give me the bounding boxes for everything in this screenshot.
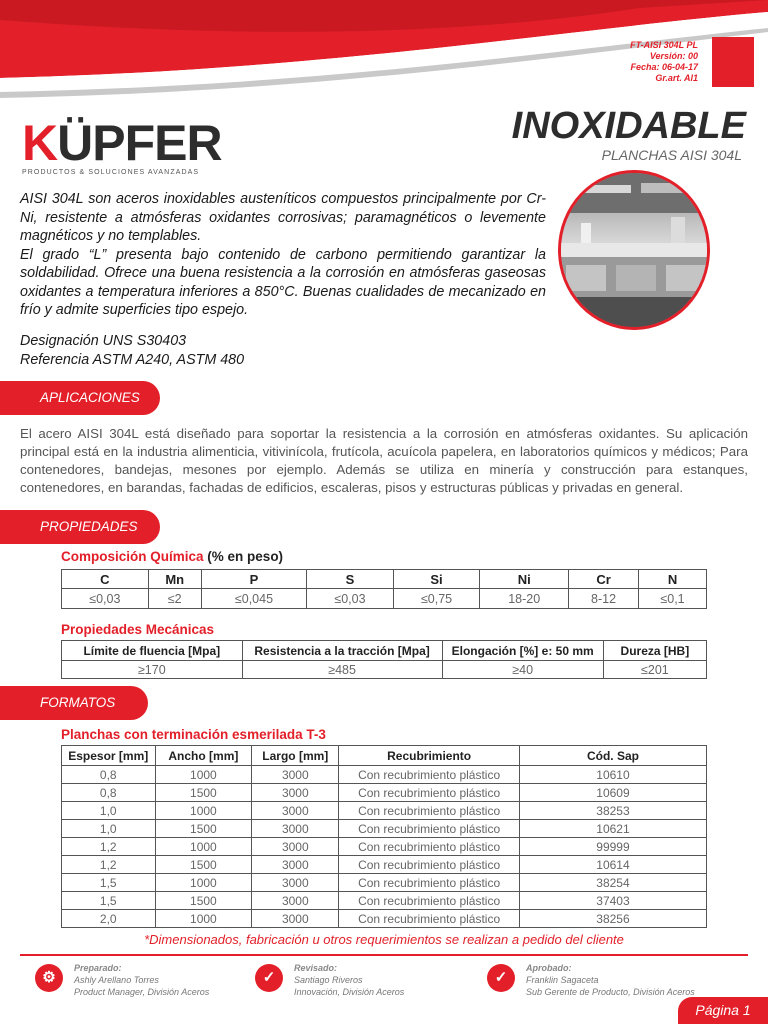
- formats-column-header: Largo [mm]: [252, 746, 339, 766]
- table-cell: 0,8: [62, 784, 156, 802]
- logo-k: K: [22, 115, 58, 171]
- formats-header-row: [62, 746, 707, 766]
- approved-role: Sub Gerente de Producto, División Aceros: [526, 987, 695, 997]
- chemical-element-header: S: [307, 570, 394, 589]
- formats-column-header: Espesor [mm]: [62, 746, 156, 766]
- formats-body: [62, 766, 707, 928]
- prepared-role: Product Manager, División Aceros: [74, 987, 210, 997]
- page-title: INOXIDABLE: [511, 105, 746, 147]
- formats-column-header: Cód. Sap: [519, 746, 706, 766]
- chemical-header-row: [62, 570, 707, 589]
- formats-column-header: Recubrimiento: [339, 746, 520, 766]
- mechanical-property-header: Resistencia a la tracción [Mpa]: [242, 641, 442, 661]
- table-cell: Con recubrimiento plástico: [339, 838, 520, 856]
- table-cell: 3000: [252, 802, 339, 820]
- table-cell: 1500: [155, 820, 252, 838]
- designation: Designación UNS S30403: [20, 333, 187, 349]
- approved-label: Aprobado:: [526, 963, 572, 973]
- approved-name: Franklin Sagaceta: [526, 975, 599, 985]
- gear-icon: ⚙: [35, 964, 63, 992]
- table-cell: 1000: [155, 910, 252, 928]
- reviewed-name: Santiago Riveros: [294, 975, 363, 985]
- mechanical-property-value: ≥40: [442, 661, 603, 679]
- table-cell: 99999: [519, 838, 706, 856]
- logo-tagline: PRODUCTOS & SOLUCIONES AVANZADAS: [22, 169, 200, 176]
- prepared-label: Preparado:: [74, 963, 122, 973]
- table-cell: 0,8: [62, 766, 156, 784]
- table-cell: 1500: [155, 784, 252, 802]
- intro-paragraph-1: AISI 304L son aceros inoxidables austeníticos compuestos principalmente por Cr-Ni, resistente a atmósferas oxidantes corrosivas; paramagnéticos o levemente magnéticos y no templables.: [20, 191, 546, 244]
- table-cell: 3000: [252, 784, 339, 802]
- chemical-element-header: Cr: [569, 570, 639, 589]
- table-row: [62, 802, 707, 820]
- mechanical-property-header: Límite de fluencia [Mpa]: [62, 641, 243, 661]
- table-row: [62, 820, 707, 838]
- mechanical-value-row: [62, 661, 707, 679]
- reviewed-label: Revisado:: [294, 963, 338, 973]
- page-number: Página 1: [678, 997, 768, 1024]
- mechanical-property-header: Elongación [%] e: 50 mm: [442, 641, 603, 661]
- table-cell: 1000: [155, 802, 252, 820]
- table-cell: 38253: [519, 802, 706, 820]
- chemical-element-value: ≤0,03: [307, 589, 394, 609]
- table-cell: Con recubrimiento plástico: [339, 820, 520, 838]
- chemical-element-header: Ni: [480, 570, 569, 589]
- table-cell: Con recubrimiento plástico: [339, 874, 520, 892]
- table-row: [62, 892, 707, 910]
- kitchen-photo-illustration: [561, 173, 710, 330]
- table-row: [62, 856, 707, 874]
- table-cell: 1,2: [62, 856, 156, 874]
- table-cell: Con recubrimiento plástico: [339, 784, 520, 802]
- table-row: [62, 910, 707, 928]
- chemical-element-value: ≤0,03: [62, 589, 149, 609]
- table-cell: 1,0: [62, 820, 156, 838]
- chemical-value-row: [62, 589, 707, 609]
- doc-info-tab: [712, 37, 754, 87]
- table-cell: 10621: [519, 820, 706, 838]
- chemical-table: [61, 569, 707, 609]
- formats-column-header: Ancho [mm]: [155, 746, 252, 766]
- checkmark-icon: ✓: [487, 964, 515, 992]
- mechanical-property-value: ≥170: [62, 661, 243, 679]
- chemical-element-header: Mn: [148, 570, 201, 589]
- section-applications: APLICACIONES: [0, 381, 160, 415]
- table-cell: 3000: [252, 766, 339, 784]
- table-cell: 1,5: [62, 874, 156, 892]
- chemical-element-header: Si: [393, 570, 480, 589]
- mechanical-property-value: ≤201: [603, 661, 706, 679]
- section-formats: FORMATOS: [0, 686, 148, 720]
- table-cell: 37403: [519, 892, 706, 910]
- table-cell: 3000: [252, 856, 339, 874]
- mechanical-property-header: Dureza [HB]: [603, 641, 706, 661]
- table-cell: 3000: [252, 820, 339, 838]
- doc-version: Versión: 00: [649, 51, 698, 61]
- table-cell: 1500: [155, 856, 252, 874]
- table-cell: 2,0: [62, 910, 156, 928]
- table-cell: 1,0: [62, 802, 156, 820]
- chemical-element-value: 18-20: [480, 589, 569, 609]
- reviewed-role: Innovación, División Aceros: [294, 987, 405, 997]
- mechanical-title: Propiedades Mecánicas: [61, 622, 215, 637]
- chemical-element-value: ≤0,045: [201, 589, 306, 609]
- chemical-element-header: P: [201, 570, 306, 589]
- table-cell: 1000: [155, 838, 252, 856]
- chemical-element-value: ≤0,1: [639, 589, 707, 609]
- document-info: [630, 40, 698, 84]
- logo-rest: ÜPFER: [57, 115, 222, 171]
- table-cell: Con recubrimiento plástico: [339, 766, 520, 784]
- chemical-title: [61, 549, 283, 564]
- chemical-element-value: ≤2: [148, 589, 201, 609]
- table-cell: 3000: [252, 910, 339, 928]
- chemical-unit: (% en peso): [207, 549, 284, 564]
- chemical-element-value: ≤0,75: [393, 589, 480, 609]
- table-cell: 1000: [155, 874, 252, 892]
- doc-code: FT-AISI 304L PL: [630, 40, 698, 50]
- table-cell: 38254: [519, 874, 706, 892]
- reference: Referencia ASTM A240, ASTM 480: [20, 351, 245, 368]
- table-row: [62, 838, 707, 856]
- table-cell: 10609: [519, 784, 706, 802]
- table-cell: 10614: [519, 856, 706, 874]
- table-cell: Con recubrimiento plástico: [339, 910, 520, 928]
- doc-grart: Gr.art. Al1: [655, 73, 698, 83]
- section-properties: PROPIEDADES: [0, 510, 160, 544]
- table-cell: 38256: [519, 910, 706, 928]
- chemical-element-value: 8-12: [569, 589, 639, 609]
- doc-date: Fecha: 06-04-17: [630, 62, 698, 72]
- mechanical-header-row: [62, 641, 707, 661]
- checkmark-icon: ✓: [255, 964, 283, 992]
- table-cell: 3000: [252, 874, 339, 892]
- mechanical-table: [61, 640, 707, 679]
- table-cell: 1,5: [62, 892, 156, 910]
- table-row: [62, 784, 707, 802]
- table-cell: Con recubrimiento plástico: [339, 892, 520, 910]
- table-cell: 1500: [155, 892, 252, 910]
- table-cell: 3000: [252, 892, 339, 910]
- chemical-element-header: C: [62, 570, 149, 589]
- table-row: [62, 766, 707, 784]
- prepared-name: Ashly Arellano Torres: [74, 975, 159, 985]
- designation-block: [20, 332, 244, 369]
- kupfer-logo: [22, 115, 222, 176]
- footer-divider: [20, 954, 748, 956]
- formats-table: [61, 745, 707, 928]
- table-cell: Con recubrimiento plástico: [339, 802, 520, 820]
- table-cell: 1000: [155, 766, 252, 784]
- product-photo: [558, 170, 710, 330]
- formats-title: Planchas con terminación esmerilada T-3: [61, 727, 326, 742]
- table-cell: 1,2: [62, 838, 156, 856]
- formats-note: *Dimensionados, fabricación u otros requerimientos se realizan a pedido del cliente: [144, 932, 624, 947]
- chemical-title-text: Composición Química: [61, 549, 204, 564]
- table-cell: Con recubrimiento plástico: [339, 856, 520, 874]
- intro-paragraph-2: El grado “L” presenta bajo contenido de carbono permitiendo garantizar la soldabilidad. Ofrece una buena resistencia a la corrosión en atmósferas gaseosas oxidantes a temperatura inferiores a 850°C. Buenas cualidades de mecanizado en frío y admite superficies tipo espejo.: [20, 246, 546, 318]
- page-subtitle: PLANCHAS AISI 304L: [601, 147, 742, 163]
- table-row: [62, 874, 707, 892]
- mechanical-property-value: ≥485: [242, 661, 442, 679]
- applications-text: El acero AISI 304L está diseñado para soportar la resistencia a la corrosión en atmósferas oxidantes. Su aplicación principal está en la industria alimenticia, vitivinícola, frutícola, acuícola papelera, en laboratorios químicos y médicos; Para contenedores, bandejas, mesones por ejemplo. Además se utiliza en minería y construcción para estanques, contenedores, en barandas, fachadas de edificios, escaleras, pisos y estructuras públicas y privadas en general.: [20, 426, 748, 495]
- table-cell: 10610: [519, 766, 706, 784]
- table-cell: 3000: [252, 838, 339, 856]
- chemical-element-header: N: [639, 570, 707, 589]
- intro-description: [20, 190, 546, 320]
